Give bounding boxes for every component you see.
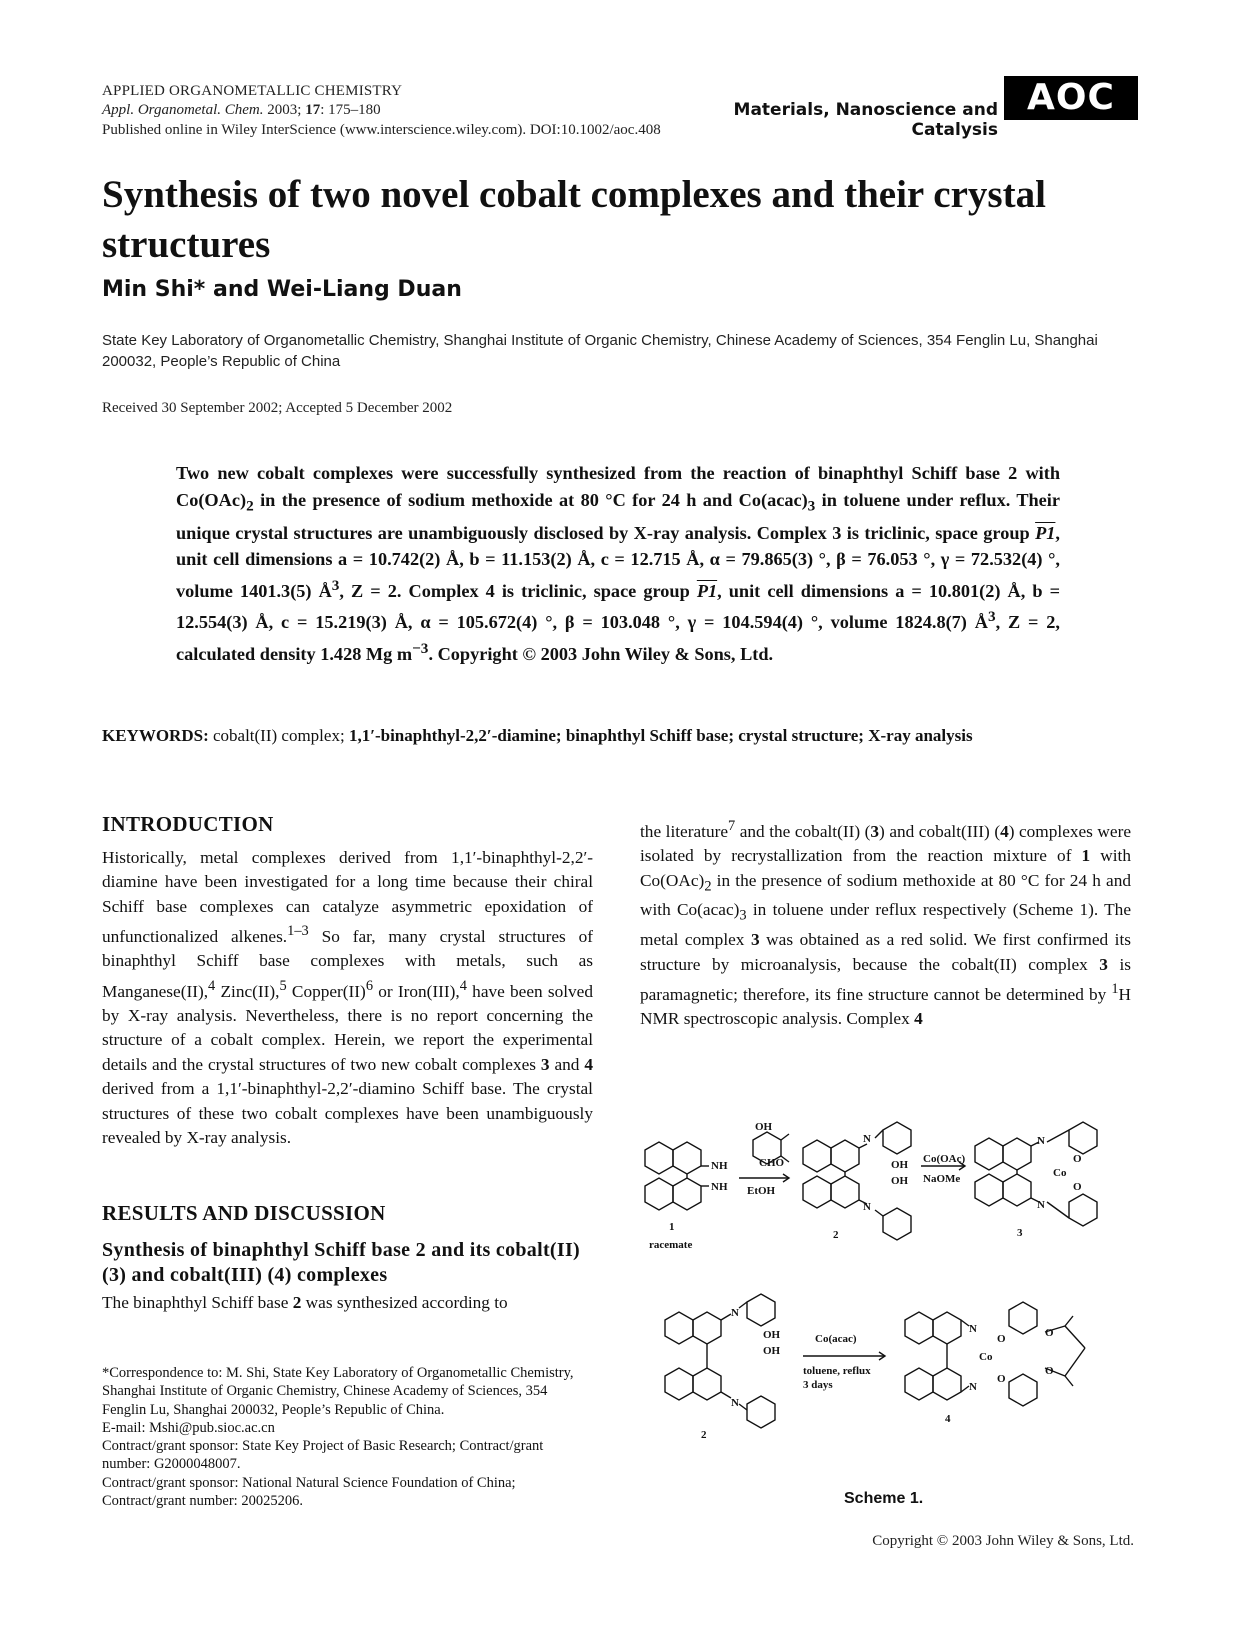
- space-group: P1: [1035, 522, 1056, 543]
- compound-ref: 4: [1000, 821, 1009, 841]
- compound-ref: 3: [540, 1054, 550, 1074]
- compound-ref: 3: [870, 821, 880, 841]
- compound-1-label: 1: [669, 1221, 675, 1233]
- compound-3-label: 3: [1017, 1227, 1023, 1239]
- reference: 4: [208, 977, 216, 994]
- compound-ref: 4: [584, 1054, 594, 1074]
- keywords: [102, 726, 1162, 746]
- scheme-label-n: N: [969, 1323, 977, 1335]
- compound-2-label: 2: [833, 1229, 839, 1241]
- body-text: ) and cobalt(III) (: [879, 821, 1001, 841]
- complex3-cell: , unit cell dimensions a = 10.742(2) Å, b = 11.153(2) Å, c = 12.715 Å, α = 79.865(3) °, β = 76.053 °, γ = 72.532(4) °, volume 1401.3(5) Å: [176, 522, 1060, 601]
- compound-ref: 4: [914, 1009, 923, 1029]
- subscript: 2: [704, 878, 712, 895]
- intro-text: derived from a 1,1′-binaphthyl-2,2′-diamino Schiff base. The crystal structures of these two cobalt complexes have been unambiguously revealed by X-ray analysis.: [102, 1079, 593, 1147]
- scheme-label-oh: OH: [763, 1345, 781, 1357]
- reagent-naome: NaOMe: [923, 1173, 961, 1185]
- space-group: P1: [696, 580, 718, 601]
- abstract-sub: 3: [807, 497, 816, 515]
- reagent-etoh: EtOH: [747, 1185, 776, 1197]
- scheme-label-nh2: NH: [711, 1160, 728, 1172]
- intro-text: Zinc(II),: [215, 981, 280, 1001]
- intro-text: have been solved by X-ray analysis. Nevertheless, there is no report concerning the structure of a cobalt complex. Herein, we report the experimental details and the crystal structures of two new cobalt complexes: [102, 981, 593, 1074]
- citation-pages: : 175–180: [320, 102, 381, 118]
- scheme-label-o: O: [1045, 1365, 1054, 1377]
- section-tag: Materials, Nanoscience and Catalysis: [733, 100, 998, 140]
- journal-citation: [102, 101, 381, 120]
- body-text: was obtained as a red solid. We first confirmed its structure by microanalysis, because the cobalt(II) complex: [640, 930, 1131, 974]
- abstract-text-3: in toluene under reflux. Their unique crystal structures are unambiguously disclosed by X-ray analysis. Complex 3 is triclinic, space group: [176, 489, 1060, 543]
- citation-year: 2003;: [263, 102, 306, 118]
- complex4-end: , Z = 2, calculated density 1.428 Mg m: [176, 612, 1061, 664]
- citation-journal: Appl. Organometal. Chem.: [102, 102, 264, 118]
- compound-2-label: 2: [701, 1429, 707, 1441]
- keyword-first: cobalt(II) complex;: [208, 726, 349, 745]
- scheme-label-co: Co: [979, 1351, 993, 1363]
- scheme-label-nh2: NH: [711, 1181, 728, 1193]
- footnote-email: E-mail: Mshi@pub.sioc.ac.cn: [102, 1419, 275, 1436]
- racemate-label: racemate: [649, 1239, 693, 1251]
- compound-ref: 1: [1081, 846, 1091, 866]
- scheme-label-n: N: [1037, 1135, 1045, 1147]
- abstract-copyright: . Copyright © 2003 John Wiley & Sons, Ltd.: [428, 643, 774, 664]
- results-text: The binaphthyl Schiff base: [102, 1293, 293, 1312]
- compound-ref: 3: [1099, 954, 1108, 974]
- intro-text: or Iron(III),: [373, 981, 460, 1001]
- compound-4-label: 4: [945, 1413, 951, 1425]
- body-text: in toluene under reflux respectively (Scheme 1). The metal complex: [640, 900, 1131, 950]
- results-text: was synthesized according to: [301, 1293, 508, 1312]
- body-text: and the cobalt(II) (: [735, 821, 871, 841]
- scheme-label-co: Co: [1053, 1167, 1067, 1179]
- results-subheading: Synthesis of binaphthyl Schiff base 2 and its cobalt(II) (3) and cobalt(III) (4) complexes: [102, 1239, 581, 1286]
- right-column-paragraph: [640, 814, 1131, 1032]
- abstract-text-1: Two new cobalt complexes were successfully synthesized from the reaction of binaphthyl Schiff base 2 with Co(OAc): [176, 463, 1060, 510]
- intro-text: Historically, metal complexes derived from 1,1′-binaphthyl-2,2′-diamine have been investigated for a long time because their chiral Schiff base complexes can catalyze asymmetric epoxidation of unfunctionalized alkenes.: [102, 848, 593, 946]
- article-authors: Min Shi* and Wei-Liang Duan: [102, 277, 462, 302]
- subscript: 3: [739, 907, 747, 924]
- intro-text: So far, many crystal structures of binaphthyl Schiff base complexes with metals, such as Manganese(II),: [102, 926, 593, 1001]
- scheme-label-n: N: [731, 1307, 739, 1319]
- intro-heading: INTRODUCTION: [102, 812, 274, 836]
- reference: 6: [365, 977, 374, 994]
- abstract-text-2: in the presence of sodium methoxide at 80 °C for 24 h and Co(acac): [253, 489, 808, 510]
- reference: 1–3: [287, 923, 309, 940]
- reagent-days: 3 days: [803, 1379, 833, 1391]
- scheme-label-o: O: [1073, 1153, 1082, 1165]
- abstract-sup: −3: [412, 639, 429, 657]
- results-heading: RESULTS AND DISCUSSION: [102, 1201, 386, 1225]
- results-paragraph: [102, 1291, 593, 1315]
- reference: 4: [459, 977, 467, 994]
- scheme-label-n: N: [969, 1381, 977, 1393]
- author-affiliation: State Key Laboratory of Organometallic Chemistry, Shanghai Institute of Organic Chemistry, Chinese Academy of Sciences, 354 Fenglin Lu, Shanghai 200032, People’s Republic of China: [102, 332, 1098, 370]
- abstract-sup: 3: [987, 608, 996, 626]
- scheme-caption: Scheme 1.: [844, 1490, 924, 1507]
- scheme-label-oh: OH: [891, 1175, 909, 1187]
- received-dates: Received 30 September 2002; Accepted 5 December 2002: [102, 400, 453, 416]
- scheme-label-n: N: [863, 1133, 871, 1145]
- footnotes: [102, 1364, 593, 1510]
- scheme-label-o: O: [1045, 1327, 1054, 1339]
- reagent-toluene: toluene, reflux: [803, 1365, 871, 1377]
- keyword-rest: 1,1′-binaphthyl-2,2′-diamine; binaphthyl Schiff base; crystal structure; X-ray analysis: [348, 726, 973, 745]
- body-text: in the presence of sodium methoxide at 80 °C for 24 h and with Co(acac): [640, 870, 1131, 920]
- citation-volume: 17: [305, 102, 321, 118]
- scheme-label-o: O: [1073, 1181, 1082, 1193]
- scheme-label-n: N: [731, 1397, 739, 1409]
- intro-text: and: [549, 1054, 585, 1074]
- compound-ref: 3: [750, 930, 760, 950]
- footnote-correspondence: *Correspondence to: M. Shi, State Key Laboratory of Organometallic Chemistry, Shanghai Institute of Organic Chemistry, Chinese Academy of Sciences, 354 Fenglin Lu, Shanghai 200032, People’s Republic of China.: [102, 1365, 574, 1418]
- journal-logo: AOC: [1004, 76, 1138, 120]
- footnote-grant-1: Contract/grant sponsor: State Key Project of Basic Research; Contract/grant number: G2000048007.: [102, 1438, 544, 1473]
- complex4-cell: , unit cell dimensions a = 10.801(2) Å, b = 12.554(3) Å, c = 15.219(3) Å, α = 105.672(4) °, β = 103.048 °, γ = 104.594(4) °, volume 1824.8(7) Å: [176, 580, 1060, 633]
- scheme-label-oh: OH: [755, 1121, 773, 1133]
- scheme-1-figure: [635, 1120, 1135, 1485]
- footer-copyright: Copyright © 2003 John Wiley & Sons, Ltd.: [872, 1533, 1134, 1549]
- body-text: is paramagnetic; therefore, its fine structure cannot be determined by: [640, 954, 1131, 1004]
- reagent-cooac: Co(OAc): [923, 1153, 966, 1165]
- abstract: [176, 460, 1060, 667]
- scheme-label-o: O: [997, 1373, 1006, 1385]
- body-text: with Co(OAc): [640, 846, 1131, 890]
- scheme-label-o: O: [997, 1333, 1006, 1345]
- reference: 5: [279, 977, 287, 994]
- reference: 7: [728, 818, 736, 834]
- body-text: the literature: [640, 821, 729, 841]
- scheme-label-cho: CHO: [759, 1157, 785, 1169]
- article-title: Synthesis of two novel cobalt complexes and their crystal structures: [102, 173, 1046, 266]
- scheme-label-n: N: [863, 1201, 871, 1213]
- reagent-coacac: Co(acac): [815, 1333, 857, 1345]
- scheme-label-oh: OH: [763, 1329, 781, 1341]
- intro-paragraph: [102, 846, 593, 1150]
- body-text: ) complexes were isolated by recrystallization from the reaction mixture of: [640, 821, 1132, 866]
- footnote-grant-2: Contract/grant sponsor: National Natural Science Foundation of China; Contract/grant number: 20025206.: [102, 1474, 516, 1510]
- abstract-sub: 2: [246, 497, 254, 515]
- journal-name: APPLIED ORGANOMETALLIC CHEMISTRY: [102, 83, 403, 99]
- published-online: Published online in Wiley InterScience (www.interscience.wiley.com). DOI:10.1002/aoc.408: [102, 122, 661, 138]
- compound-ref: 2: [292, 1293, 302, 1312]
- complex3-end: , Z = 2. Complex 4 is triclinic, space group: [339, 580, 697, 601]
- keywords-label: KEYWORDS:: [102, 726, 209, 745]
- scheme-label-oh: OH: [891, 1159, 909, 1171]
- intro-text: Copper(II): [286, 981, 366, 1001]
- superscript: 1: [1111, 981, 1119, 998]
- abstract-sup: 3: [331, 576, 340, 594]
- body-text: H NMR spectroscopic analysis. Complex: [640, 984, 1131, 1029]
- scheme-label-n: N: [1037, 1199, 1045, 1211]
